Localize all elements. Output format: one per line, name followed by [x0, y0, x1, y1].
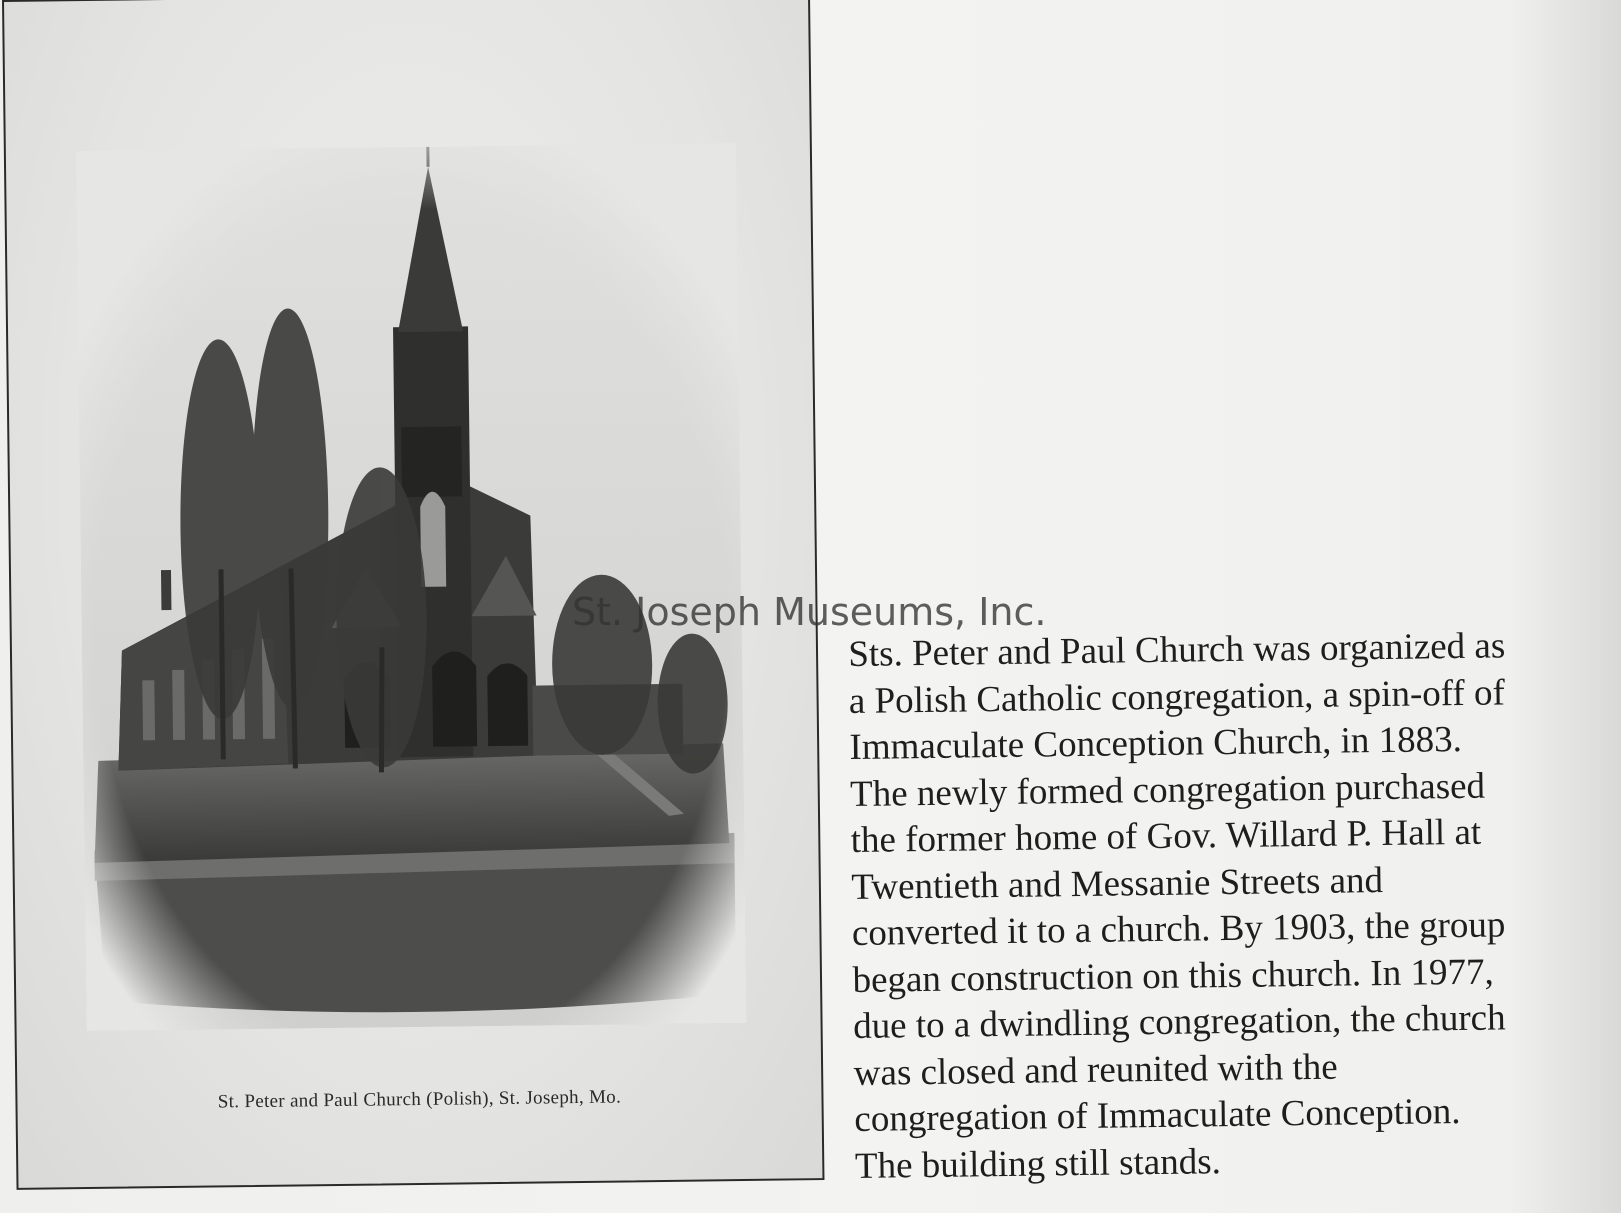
text-line: The building still stands.: [854, 1140, 1222, 1187]
body-paragraph: [848, 622, 1615, 1190]
text-line: began construction on this church. In 1977,: [852, 951, 1494, 1001]
watermark: St. Joseph Museums, Inc.: [572, 590, 1047, 634]
text-line: the former home of Gov. Willard P. Hall at: [850, 811, 1482, 861]
church-photograph: [76, 143, 747, 1031]
text-line: was closed and reunited with the: [853, 1046, 1338, 1094]
text-line: Twentieth and Messanie Streets and: [851, 859, 1384, 908]
text-line: The newly formed congregation purchased: [849, 765, 1486, 815]
text-line: Sts. Peter and Paul Church was organized as: [848, 625, 1506, 675]
text-line: due to a dwindling congregation, the church: [852, 997, 1506, 1047]
postcard-caption: St. Peter and Paul Church (Polish), St. Joseph, Mo.: [217, 1086, 622, 1113]
text-line: congregation of Immaculate Conception.: [854, 1091, 1461, 1140]
text-line: a Polish Catholic congregation, a spin-off of: [848, 671, 1506, 722]
text-line: converted it to a church. By 1903, the group: [851, 904, 1506, 954]
text-line: Immaculate Conception Church, in 1883.: [849, 718, 1463, 768]
